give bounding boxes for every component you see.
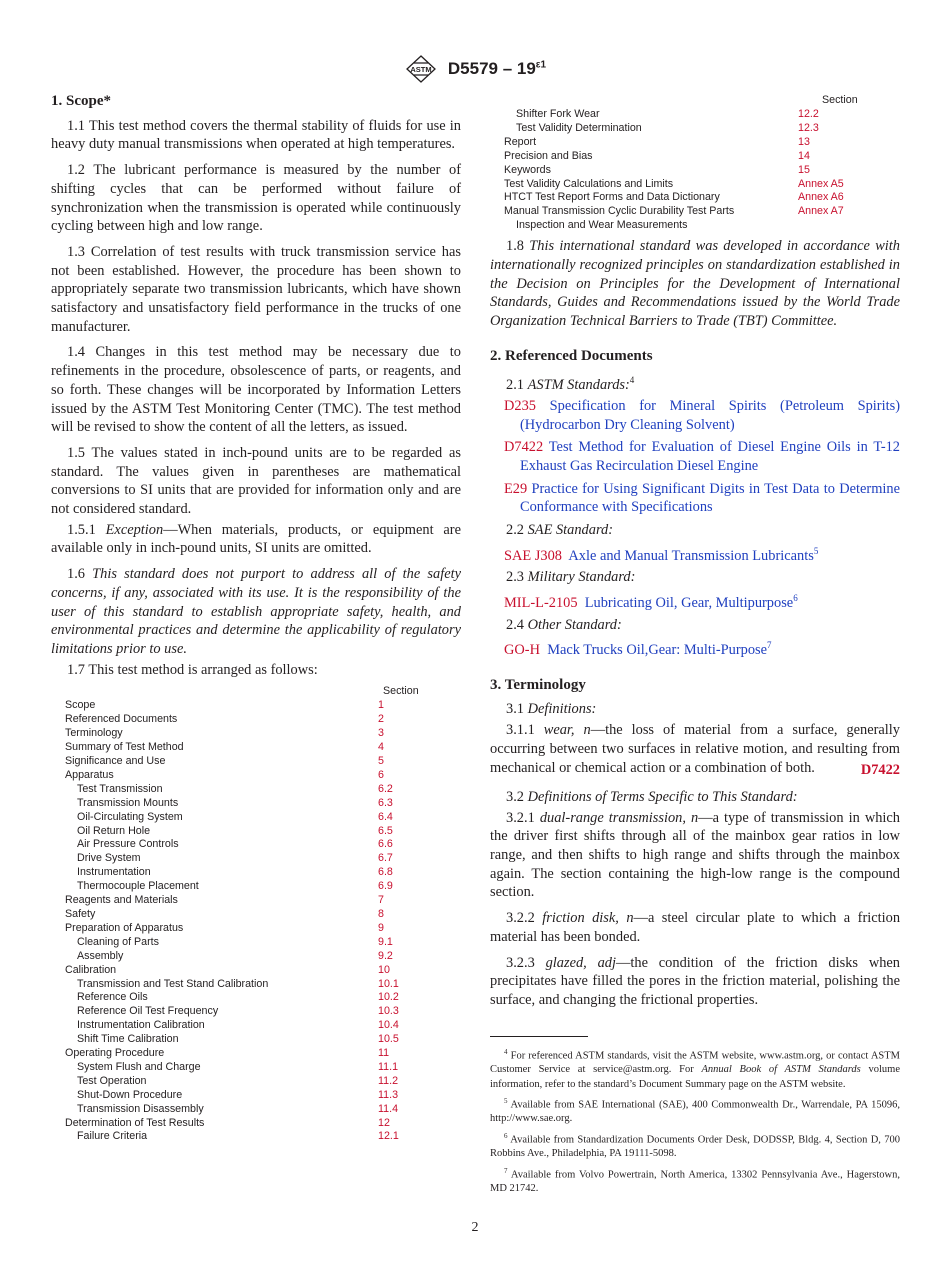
toc-title: HTCT Test Report Forms and Data Dictionary: [504, 191, 720, 204]
toc-row[interactable]: [51, 1047, 461, 1061]
toc-section-link[interactable]: 15: [798, 163, 810, 176]
toc-row[interactable]: [51, 908, 461, 922]
para-1-6: 1.6 This standard does not purport to address all of the safety concerns, if any, associated with its use. It is the responsibility of the user of this standard to establish appropriate safety, health, and environmental practices and determine the applicability of regulatory limitations prior to use.: [51, 566, 461, 657]
toc-title: Operating Procedure: [65, 1047, 165, 1060]
para-1-5: 1.5 The values stated in inch-pound units are to be regarded as standard. The values given in parentheses are mathematical conversions to SI units that are provided for information only and are not considered standard.: [51, 444, 461, 518]
goh-title-link: Mack Trucks Oil,Gear: Multi-Purpose: [547, 642, 768, 658]
toc-title: Transmission Mounts: [77, 796, 179, 809]
toc-title: Transmission Disassembly: [77, 1102, 204, 1115]
toc-section-link[interactable]: Annex A6: [798, 191, 844, 204]
toc-section-link[interactable]: 6.9: [378, 880, 393, 893]
toc-title: Air Pressure Controls: [77, 838, 179, 851]
astm-logo-text: ASTM: [410, 65, 432, 74]
toc-title: Calibration: [65, 963, 117, 976]
toc-title: Assembly: [77, 949, 124, 962]
toc-section-link[interactable]: 3: [378, 727, 384, 740]
toc-title: Safety: [65, 907, 96, 920]
toc-row[interactable]: [51, 783, 461, 797]
toc-title: Test Validity Determination: [516, 121, 642, 134]
astm-title-link[interactable]: Test Method for Evaluation of Diesel Engine Oils in T-12 Exhaust Gas Recirculation Diesel Engine: [520, 439, 900, 474]
sae-title-link: Axle and Manual Transmission Lubricants: [568, 547, 814, 564]
page-number: 2: [471, 1220, 479, 1235]
astm-title-link[interactable]: Specification for Mineral Spirits (Petroleum Spirits) (Hydrocarbon Dry Cleaning Solvent): [520, 397, 900, 433]
d7422-citation-link[interactable]: D7422: [860, 762, 900, 779]
toc-section-link[interactable]: 11.4: [378, 1102, 399, 1115]
refdocs-heading: 2. Referenced Documents: [490, 347, 653, 364]
toc-section-link[interactable]: 6.8: [378, 866, 393, 879]
page-header: [0, 55, 950, 83]
toc-row[interactable]: [51, 1033, 461, 1047]
toc-section-link[interactable]: 14: [798, 149, 810, 162]
toc-title: Terminology: [65, 727, 123, 740]
para-3-1: 3.1 Definitions:: [506, 701, 597, 718]
toc-section-link[interactable]: 2: [378, 713, 384, 726]
designation-epsilon: ε1: [535, 59, 547, 71]
footnote-4: $^4$ For referenced ASTM standards, visit the ASTM website, www.astm.org, or contact ASTM Customer Service at service@astm.org. For Annual Book of ASTM Standards volume information, refer to the standard’s Document Summary page on the ASTM website.: [490, 1047, 900, 1090]
toc-row[interactable]: [51, 811, 461, 825]
toc-section-link[interactable]: 10.5: [378, 1033, 399, 1046]
toc-row[interactable]: [51, 1130, 461, 1144]
toc-row[interactable]: [490, 122, 900, 136]
toc-title: Reference Oils: [77, 991, 148, 1004]
toc-title: Instrumentation: [77, 866, 151, 879]
toc-section-link[interactable]: 6.2: [378, 782, 393, 795]
toc-section-link[interactable]: 12: [378, 1116, 390, 1129]
mil-reference[interactable]: MIL-L-2105 Lubricating Oil, Gear, Multipurpose$^6$: [504, 593, 798, 611]
toc-row[interactable]: [51, 852, 461, 866]
astm-code-link[interactable]: E29: [504, 480, 528, 497]
para-3-2-2: 3.2.2 friction disk, n—a steel circular plate to which a friction material has been bonded.: [490, 910, 901, 945]
toc-section-link[interactable]: 11.1: [378, 1060, 399, 1073]
toc-section-link[interactable]: 9.2: [378, 949, 393, 962]
toc-row[interactable]: [490, 164, 900, 178]
footnote-rule: [490, 1036, 588, 1037]
goh-reference[interactable]: GO-H Mack Trucks Oil,Gear: Multi-Purpose$^7$: [504, 640, 772, 658]
toc-title: Keywords: [504, 163, 551, 176]
toc-section-link[interactable]: 12.2: [798, 108, 819, 120]
toc-section-header-right: Section: [822, 94, 858, 106]
toc-section-link[interactable]: Annex A7: [798, 205, 844, 218]
toc-row[interactable]: [51, 713, 461, 727]
toc-title: Shut-Down Procedure: [77, 1088, 183, 1101]
mil-title-link: Lubricating Oil, Gear, Multipurpose: [584, 594, 794, 611]
toc-row[interactable]: [490, 150, 900, 164]
right-column: [490, 94, 900, 1198]
toc-row[interactable]: [490, 205, 900, 219]
toc-section-header: Section: [383, 685, 419, 698]
toc-row[interactable]: [51, 964, 461, 978]
toc-section-link[interactable]: 11.2: [378, 1074, 399, 1087]
toc-section-link[interactable]: 12.3: [798, 121, 819, 134]
toc-section-link[interactable]: 5: [378, 755, 384, 768]
para-1-3: 1.3 Correlation of test results with truck transmission service has not been established. However, the procedure has been shown to appropriately separate two transmission lubricants, which have shown satisfactory and unsatisfactory field performance in the trucks of one manufacturer.: [51, 243, 461, 335]
toc-title: Scope: [65, 699, 96, 712]
toc-section-link[interactable]: 6.7: [378, 852, 393, 865]
left-column: [51, 92, 461, 1144]
toc-row[interactable]: [51, 936, 461, 950]
toc-title: Test Validity Calculations and Limits: [504, 177, 674, 190]
toc-row[interactable]: [51, 922, 461, 936]
toc-row[interactable]: [51, 1005, 461, 1019]
toc-row[interactable]: [51, 797, 461, 811]
toc-row[interactable]: [51, 894, 461, 908]
toc-title: Reagents and Materials: [65, 894, 178, 907]
toc-row[interactable]: [51, 1061, 461, 1075]
sae-code-link: SAE J308: [504, 547, 562, 564]
toc-section-link[interactable]: 10.3: [378, 1005, 399, 1018]
toc-title: Instrumentation Calibration: [77, 1019, 205, 1032]
toc-row[interactable]: [51, 866, 461, 880]
toc-title: System Flush and Charge: [77, 1060, 201, 1073]
toc-title: Shift Time Calibration: [77, 1033, 179, 1046]
para-1-5-1: 1.5.1 Exception—When materials, products, or equipment are available only in inch-pound units, SI units are omitted.: [51, 521, 461, 557]
toc-section-link[interactable]: 9: [378, 921, 384, 934]
toc-title: Significance and Use: [65, 755, 166, 768]
goh-code-link: GO-H: [504, 642, 540, 658]
toc-section-link[interactable]: 11: [378, 1047, 390, 1060]
toc-title: Reference Oil Test Frequency: [77, 1005, 219, 1018]
para-1-2: 1.2 The lubricant performance is measured by the number of shifting cycles that can be performed without failure of synchronization when the transmission is operated while continuously cycling between high and low range.: [51, 162, 461, 235]
toc-row[interactable]: [51, 699, 461, 713]
para-3-2: 3.2 Definitions of Terms Specific to This Standard:: [506, 788, 798, 805]
para-1-4: 1.4 Changes in this test method may be necessary due to refinements in the procedure, obsolescence of parts, or reagents, and so forth. These changes will be incorporated by Information Letters issued by the ASTM Test Monitoring Center (TMC). The test method will be revised to show the content of all the letters, as issued.: [51, 344, 461, 436]
para-1-8: 1.8 This international standard was developed in accordance with internationally recognized principles on standardization established in the Decision on Principles for the Development of International Standards, Guides and Recommendations issued by the World Trade Organization Technical Barriers to Trade (TBT) Committee.: [490, 238, 900, 329]
sae-reference[interactable]: SAE J308 Axle and Manual Transmission Lubricants$^5$: [504, 545, 819, 564]
para-3-1-1: 3.1.1 wear, n—the loss of material from a surface, generally occurring between two surfaces in relative motion, and resulting from mechanical or chemical action or a combination of both.: [490, 722, 900, 776]
toc-row[interactable]: [51, 880, 461, 894]
toc-section-link[interactable]: Annex A5: [798, 177, 844, 190]
toc-section-link[interactable]: 10.4: [378, 1019, 399, 1032]
toc-section-link[interactable]: 6.6: [378, 838, 393, 851]
toc-title: Cleaning of Parts: [77, 935, 159, 948]
toc-row[interactable]: [51, 1117, 461, 1131]
toc-title: Report: [504, 135, 537, 148]
toc-row[interactable]: [51, 991, 461, 1005]
astm-code-link[interactable]: D235: [504, 397, 536, 414]
toc-row[interactable]: [51, 769, 461, 783]
scope-heading: 1. Scope*: [51, 93, 111, 109]
toc-title: Referenced Documents: [65, 713, 178, 726]
toc-section-link[interactable]: 6.5: [378, 824, 393, 837]
designation: $D5579 - 19^{\varepsilon 1}$: [447, 59, 547, 78]
toc-section-link[interactable]: 10: [378, 963, 390, 976]
mil-code-link: MIL-L-2105: [504, 594, 578, 611]
astm-reference[interactable]: [490, 438, 900, 475]
footnote-6: $^6$ Available from Standardization Documents Order Desk, DODSSP, Bldg. 4, Section D, 700 Robbins Ave., Philadelphia, PA 19111-5098.: [490, 1131, 900, 1160]
toc-title: Shifter Fork Wear: [516, 108, 600, 120]
toc-section-link[interactable]: 7: [378, 894, 384, 907]
toc-title: Oil Return Hole: [77, 824, 151, 837]
toc-section-link[interactable]: 11.3: [378, 1088, 399, 1101]
toc-section-link[interactable]: 6.4: [378, 810, 393, 823]
toc-row[interactable]: [51, 1075, 461, 1089]
toc-row[interactable]: [51, 825, 461, 839]
toc-section-link[interactable]: 10.2: [378, 991, 399, 1004]
toc-title: Determination of Test Results: [65, 1116, 205, 1129]
toc-title: Transmission and Test Stand Calibration: [77, 977, 269, 990]
toc-section-link[interactable]: 10.1: [378, 977, 399, 990]
astm-reference[interactable]: [490, 397, 900, 434]
toc-row[interactable]: [490, 191, 900, 205]
toc-title: Precision and Bias: [504, 149, 593, 162]
toc-section-link[interactable]: 1: [378, 699, 384, 712]
toc-section-link[interactable]: 13: [798, 135, 810, 148]
toc-title: Summary of Test Method: [65, 741, 184, 754]
toc-left: [51, 685, 461, 1144]
toc-row[interactable]: [51, 950, 461, 964]
terminology-heading: 3. Terminology: [490, 676, 586, 693]
toc-section-link[interactable]: 6.3: [378, 796, 393, 809]
para-2-3: 2.3 Military Standard:: [506, 569, 636, 586]
toc-section-link[interactable]: 9.1: [378, 935, 393, 948]
astm-logo: [404, 55, 438, 83]
toc-title: Apparatus: [65, 768, 114, 781]
toc-row[interactable]: [51, 755, 461, 769]
toc-title: Inspection and Wear Measurements: [516, 219, 688, 232]
para-3-2-1: 3.2.1 dual-range transmission, n—a type of transmission in which the driver first shifts through all of the mainbox gear ratios in low range, and then shifts to high range and shifts through the mainbox again. The section containing the high-low range is the compound section.: [490, 809, 900, 901]
toc-section-link[interactable]: [798, 219, 900, 233]
toc-section-link[interactable]: 6: [378, 768, 384, 781]
para-2-2: 2.2 SAE Standard:: [506, 522, 613, 539]
toc-section-link[interactable]: 4: [378, 741, 384, 754]
para-2-1: 2.1 ASTM Standards:$^4$: [506, 375, 635, 394]
toc-title: Test Transmission: [77, 782, 163, 795]
para-3-2-3: 3.2.3 glazed, adj—the condition of the friction disks when precipitates have filled the pores in the friction material, polishing the surface, and changing the frictional properties.: [490, 954, 900, 1008]
astm-code-link[interactable]: D7422: [504, 439, 544, 456]
toc-row[interactable]: [51, 1103, 461, 1117]
toc-title: Thermocouple Placement: [77, 880, 199, 893]
toc-title: Drive System: [77, 852, 141, 865]
toc-title: Preparation of Apparatus: [65, 921, 184, 934]
toc-title: Test Operation: [77, 1074, 147, 1087]
toc-right: [490, 94, 900, 233]
toc-row[interactable]: [51, 978, 461, 992]
para-2-4: 2.4 Other Standard:: [506, 616, 622, 633]
toc-row[interactable]: [51, 727, 461, 741]
astm-title-link[interactable]: Practice for Using Significant Digits in Test Data to Determine Conformance with Specifications: [520, 480, 900, 516]
toc-title: Failure Criteria: [77, 1130, 148, 1143]
footnote-5: $^5$ Available from SAE International (SAE), 400 Commonwealth Dr., Warrendale, PA 15096, http://www.sae.org.: [490, 1096, 900, 1125]
toc-section-link[interactable]: 8: [378, 907, 384, 920]
toc-row[interactable]: [490, 108, 900, 122]
toc-row[interactable]: [51, 838, 461, 852]
para-1-1: 1.1 This test method covers the thermal stability of fluids for use in heavy duty manual transmissions when operated at high temperatures.: [51, 117, 461, 153]
footnote-7: $^7$ Available from Volvo Powertrain, North America, 13302 Pennsylvania Ave., Hagerstown, MD 21742.: [490, 1166, 901, 1195]
toc-row[interactable]: [490, 219, 900, 233]
toc-row[interactable]: [51, 741, 461, 755]
toc-title: Oil-Circulating System: [77, 810, 183, 823]
toc-row[interactable]: [490, 136, 900, 150]
toc-row[interactable]: [490, 178, 900, 192]
toc-title: Manual Transmission Cyclic Durability Test Parts: [504, 205, 735, 218]
para-1-7: 1.7 This test method is arranged as follows:: [67, 661, 318, 678]
astm-reference[interactable]: [490, 480, 900, 517]
toc-section-link[interactable]: 12.1: [378, 1130, 399, 1143]
toc-row[interactable]: [51, 1019, 461, 1033]
toc-row[interactable]: [51, 1089, 461, 1103]
